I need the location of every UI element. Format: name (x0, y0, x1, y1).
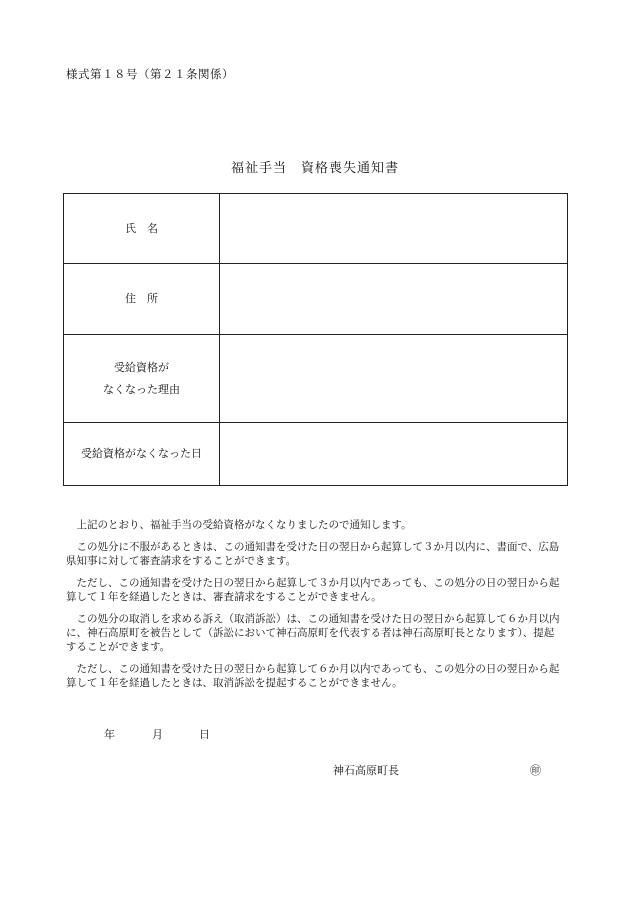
address-label (64, 264, 220, 335)
date-year-label: 年 (104, 728, 115, 741)
name-label (64, 194, 220, 264)
table-row (64, 264, 568, 335)
reason-field[interactable] (220, 335, 568, 423)
address-field[interactable] (220, 264, 568, 335)
notice-body (66, 518, 564, 698)
loss-date-field[interactable] (220, 423, 568, 486)
date-month-label: 月 (152, 728, 163, 741)
name-label-text: 氏 名 (125, 221, 158, 235)
loss-date-label (64, 423, 220, 486)
table-row (64, 194, 568, 264)
issuer-name: 神石高原町長 (333, 764, 399, 777)
notice-paragraph: この処分の取消しを求める訴え（取消訴訟）は、この通知書を受けた日の翌日から起算して６か月以内に、神石高原町を被告として（訴訟において神石高原町を代表する者は神石高原町長となります）、提起することができます。 (66, 613, 560, 653)
seal-mark: ㊞ (530, 764, 541, 777)
notice-paragraph: この処分に不服があるときは、この通知書を受けた日の翌日から起算して３か月以内に、書面で、広島県知事に対して審査請求をすることができます。 (66, 541, 560, 567)
table-row (64, 335, 568, 423)
reason-label (64, 335, 220, 423)
loss-date-label-text: 受給資格がなくなった日 (81, 447, 202, 460)
document-title: 福祉手当 資格喪失通知書 (230, 161, 399, 176)
reason-label-line1: 受給資格が (114, 360, 169, 374)
notice-paragraph: ただし、この通知書を受けた日の翌日から起算して６か月以内であっても、この処分の日の翌日から起算して１年を経過したときは、取消訴訟を提起することができません。 (66, 663, 560, 689)
name-field[interactable] (220, 194, 568, 264)
form-number: 様式第１８号（第２１条関係） (66, 67, 234, 81)
table-row (64, 423, 568, 486)
reason-label-line2: なくなった理由 (103, 382, 180, 396)
notice-paragraph: ただし、この通知書を受けた日の翌日から起算して３か月以内であっても、この処分の日の翌日から起算して１年を経過したときは、審査請求をすることができません。 (66, 577, 560, 603)
notice-paragraph: 上記のとおり、福祉手当の受給資格がなくなりましたので通知します。 (76, 519, 412, 531)
address-label-text: 住 所 (125, 292, 158, 305)
recipient-info-table (63, 193, 568, 486)
date-day-label: 日 (199, 728, 210, 741)
